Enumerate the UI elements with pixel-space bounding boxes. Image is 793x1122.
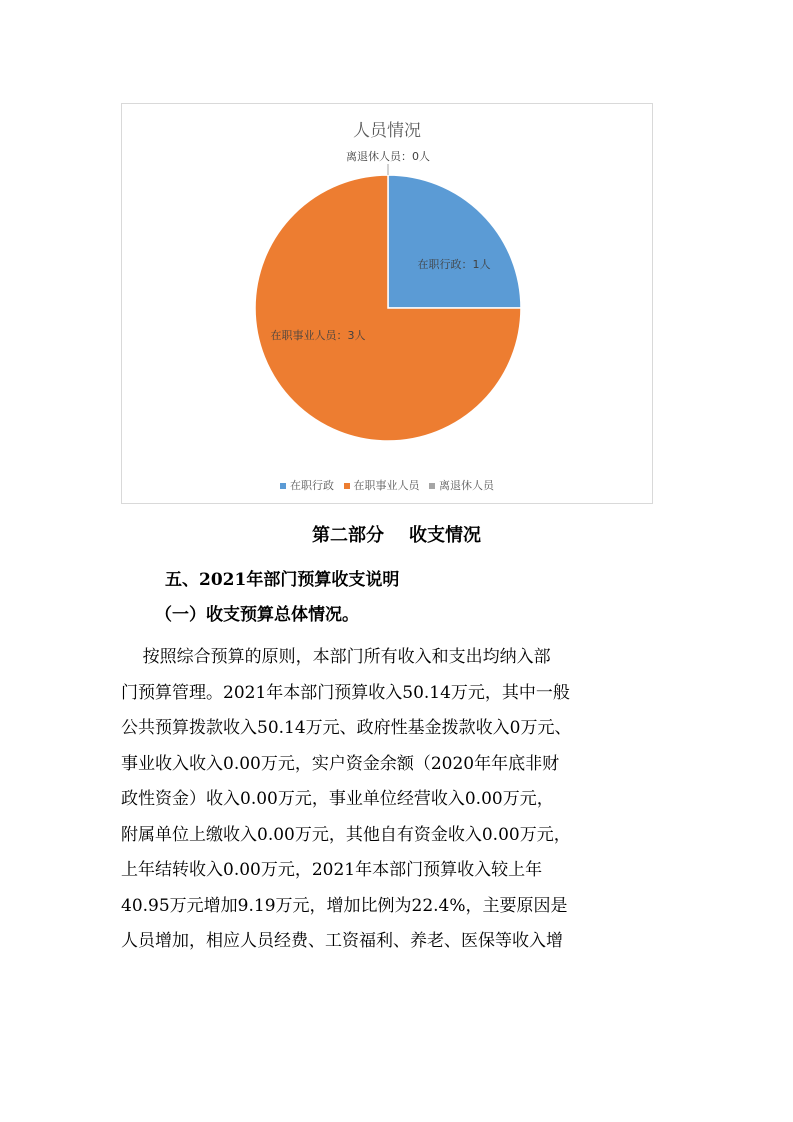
pie-plot [122,104,654,505]
legend-label-retired: 离退休人员 [439,479,494,492]
paragraph-line: 事业收入收入0.00万元，实户资金余额（2020年年底非财 [121,753,560,774]
paragraph-line: 上年结转收入0.00万元，2021年本部门预算收入较上年 [121,860,543,880]
paragraph-line: 人员增加，相应人员经费、工资福利、养老、医保等收入增 [121,931,563,951]
paragraph-line: 按照综合预算的原则，本部门所有收入和支出均纳入部 [121,647,551,667]
pie-chart [121,103,653,504]
body-paragraph [121,640,681,960]
data-label-staff: 在职事业人员：3人 [270,329,366,342]
pie-slice-admin [388,175,521,308]
chart-legend [122,477,652,493]
paragraph-line: 门预算管理。2021年本部门预算收入50.14万元，其中一般 [121,682,570,703]
data-label-admin: 在职行政：1人 [417,258,491,271]
paragraph-line: 附属单位上缴收入0.00万元，其他自有资金收入0.00万元， [121,824,571,845]
legend-label-staff: 在职事业人员 [353,479,420,492]
paragraph-line: 公共预算拨款收入50.14万元、政府性基金拨款收入0万元、 [121,718,572,738]
data-label-retired: 离退休人员：0人 [346,150,430,163]
paragraph-line: 政性资金）收入0.00万元，事业单位经营收入0.00万元， [121,789,554,809]
heading-overall-situation: （一）收支预算总体情况。 [155,605,359,625]
legend-item-staff [344,477,420,493]
paragraph-line: 40.95万元增加9.19万元，增加比例为22.4%，主要原因是 [121,895,568,916]
legend-label-admin: 在职行政 [290,479,334,492]
legend-swatch-admin [280,483,286,489]
legend-swatch-staff [344,483,350,489]
legend-item-admin [280,477,334,493]
section-title: 第二部分 收支情况 [311,525,482,546]
heading-budget-explanation: 五、2021年部门预算收支说明 [165,570,400,590]
chart-title: 人员情况 [353,121,421,141]
legend-swatch-retired [429,483,435,489]
legend-item-retired [429,477,494,493]
